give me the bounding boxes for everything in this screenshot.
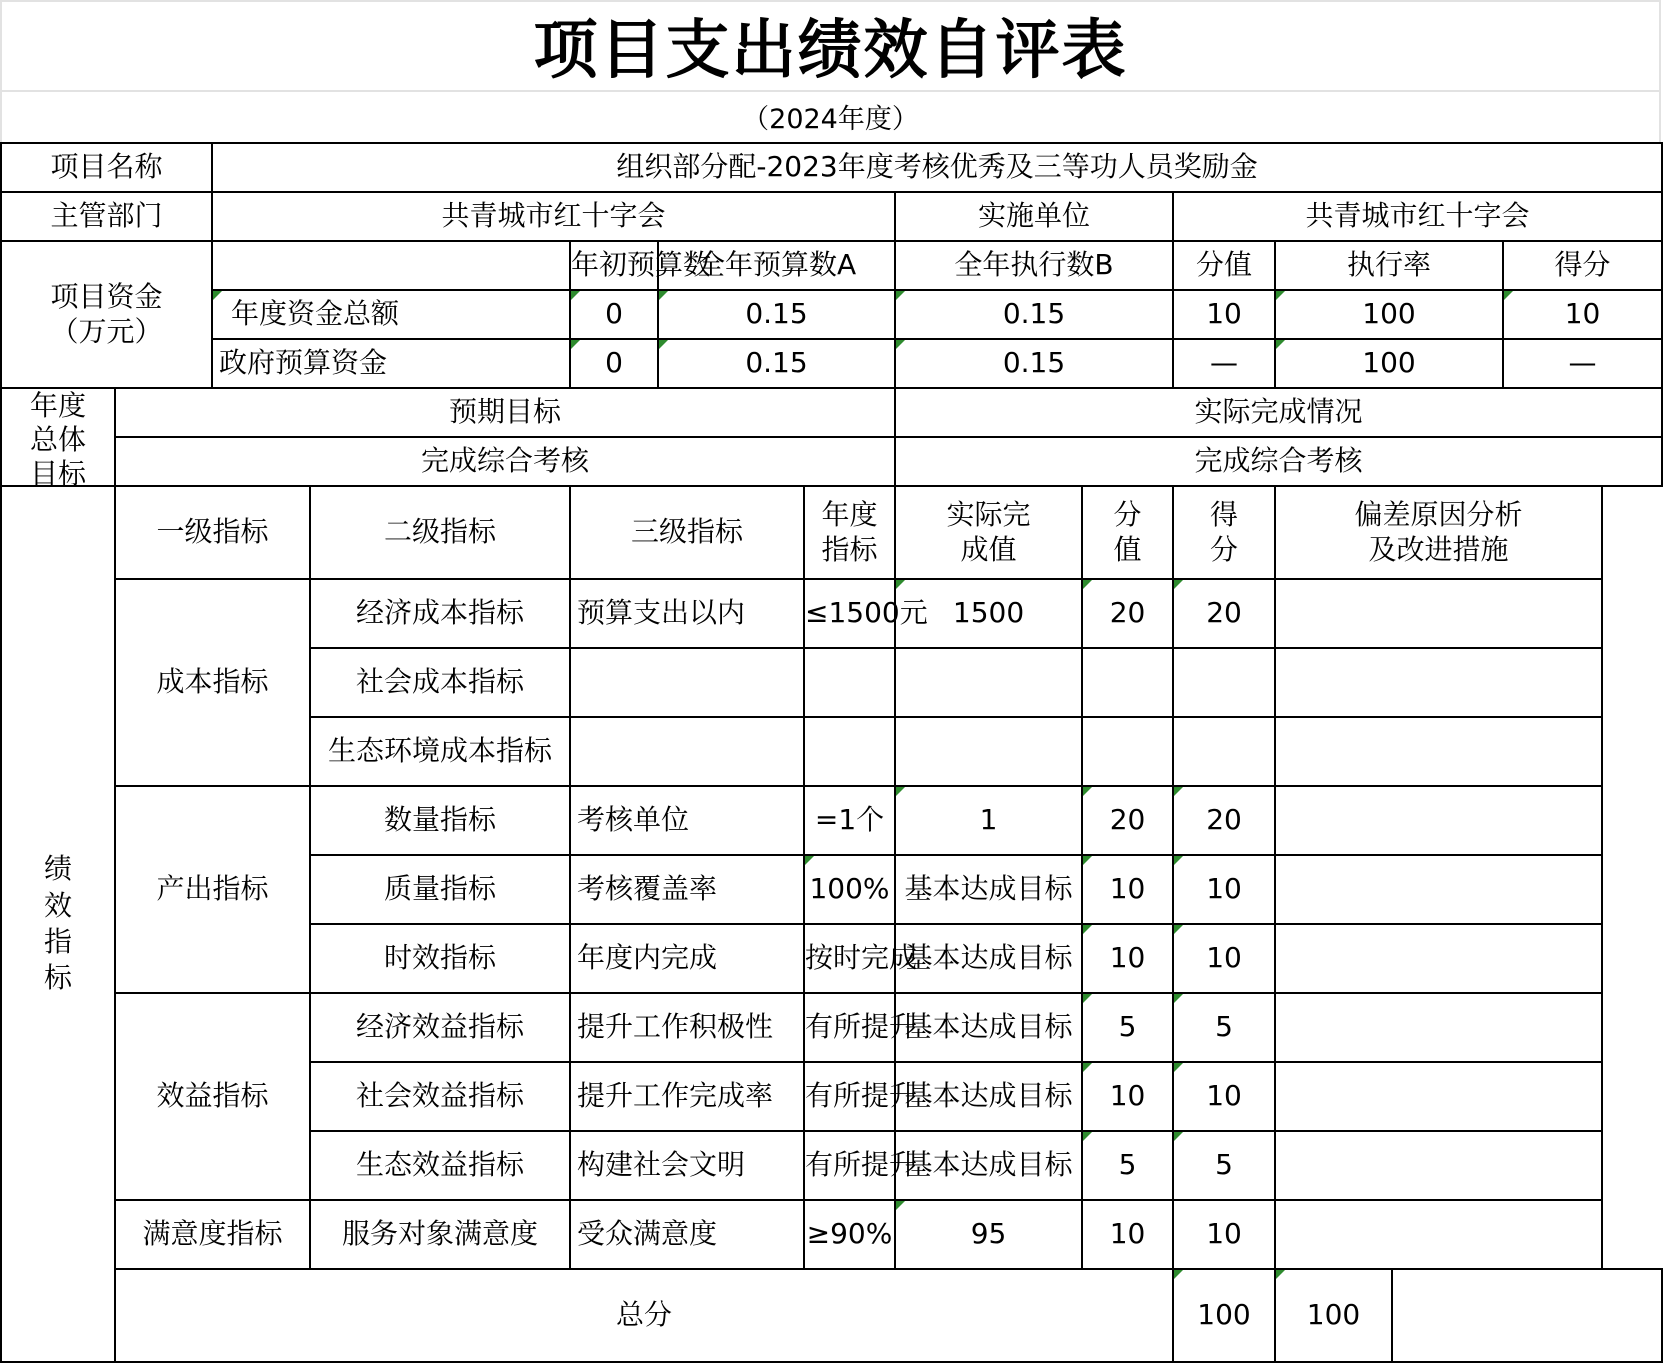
impl-unit-value[interactable]: 共青城市红十字会 xyxy=(1173,192,1662,241)
perf-actual[interactable]: 1500 xyxy=(895,579,1082,648)
perf-level2: 服务对象满意度 xyxy=(310,1200,570,1269)
perf-annual[interactable]: 有所提升 xyxy=(804,993,895,1062)
perf-score[interactable]: 10 xyxy=(1173,1062,1275,1131)
perf-actual[interactable] xyxy=(895,648,1082,717)
funds-gov-initial[interactable]: 0 xyxy=(570,339,658,388)
project-name-label: 项目名称 xyxy=(1,143,212,192)
perf-actual[interactable]: 基本达成目标 xyxy=(895,924,1082,993)
perf-actual[interactable]: 1 xyxy=(895,786,1082,855)
funds-header-score: 得分 xyxy=(1503,241,1662,290)
total-score[interactable]: 100 xyxy=(1275,1269,1392,1362)
perf-row xyxy=(1,579,1662,648)
total-score-value[interactable]: 100 xyxy=(1173,1269,1275,1362)
perf-score[interactable] xyxy=(1173,717,1275,786)
perf-header-annual: 年度指标 xyxy=(804,486,895,579)
funds-gov-annual[interactable]: 0.15 xyxy=(658,339,895,388)
perf-level2: 时效指标 xyxy=(310,924,570,993)
perf-actual[interactable]: 基本达成目标 xyxy=(895,1062,1082,1131)
department-row xyxy=(1,192,1662,241)
perf-level3[interactable]: 提升工作积极性 xyxy=(570,993,804,1062)
perf-analysis[interactable] xyxy=(1275,717,1602,786)
perf-analysis[interactable] xyxy=(1275,924,1602,993)
perf-level2: 社会成本指标 xyxy=(310,648,570,717)
perf-level3[interactable]: 考核单位 xyxy=(570,786,804,855)
goal-expected-value[interactable]: 完成综合考核 xyxy=(115,437,895,486)
perf-group-benefit: 效益指标 xyxy=(115,993,310,1200)
perf-analysis[interactable] xyxy=(1275,1131,1602,1200)
funds-total-rate[interactable]: 100 xyxy=(1275,290,1503,339)
perf-score-value[interactable]: 20 xyxy=(1082,579,1173,648)
perf-level3[interactable]: 年度内完成 xyxy=(570,924,804,993)
funds-header-annual: 全年预算数A xyxy=(658,241,895,290)
funds-header-row xyxy=(1,241,1662,290)
perf-header-actual: 实际完成值 xyxy=(895,486,1082,579)
perf-annual[interactable]: 有所提升 xyxy=(804,1131,895,1200)
perf-level3[interactable]: 考核覆盖率 xyxy=(570,855,804,924)
perf-level2: 经济效益指标 xyxy=(310,993,570,1062)
perf-analysis[interactable] xyxy=(1275,786,1602,855)
perf-score[interactable]: 10 xyxy=(1173,1200,1275,1269)
perf-level2: 社会效益指标 xyxy=(310,1062,570,1131)
perf-analysis[interactable] xyxy=(1275,1062,1602,1131)
funds-gov-score-value[interactable]: — xyxy=(1173,339,1275,388)
funds-header-rate: 执行率 xyxy=(1275,241,1503,290)
perf-header-level1: 一级指标 xyxy=(115,486,310,579)
perf-actual[interactable]: 95 xyxy=(895,1200,1082,1269)
funds-total-score-value[interactable]: 10 xyxy=(1173,290,1275,339)
evaluation-table xyxy=(0,142,1663,1363)
page-subtitle: （2024年度） xyxy=(742,103,919,135)
perf-score[interactable]: 5 xyxy=(1173,1131,1275,1200)
perf-row xyxy=(1,993,1662,1062)
perf-header-score: 得分 xyxy=(1173,486,1275,579)
funds-total-score[interactable]: 10 xyxy=(1503,290,1662,339)
perf-analysis[interactable] xyxy=(1275,993,1602,1062)
perf-header-analysis: 偏差原因分析及改进措施 xyxy=(1275,486,1602,579)
perf-score[interactable] xyxy=(1173,648,1275,717)
perf-score-value[interactable]: 10 xyxy=(1082,1062,1173,1131)
perf-annual[interactable]: 100% xyxy=(804,855,895,924)
funds-gov-executed[interactable]: 0.15 xyxy=(895,339,1173,388)
dept-value[interactable]: 共青城市红十字会 xyxy=(212,192,895,241)
perf-score[interactable]: 10 xyxy=(1173,855,1275,924)
perf-label: 绩效指标 xyxy=(1,486,115,1362)
perf-header-level3: 三级指标 xyxy=(570,486,804,579)
perf-score-value[interactable]: 5 xyxy=(1082,993,1173,1062)
perf-score-value[interactable]: 10 xyxy=(1082,924,1173,993)
perf-annual[interactable]: =1个 xyxy=(804,786,895,855)
project-name-row xyxy=(1,143,1662,192)
perf-row xyxy=(1,1200,1662,1269)
perf-analysis[interactable] xyxy=(1275,855,1602,924)
funds-total-initial[interactable]: 0 xyxy=(570,290,658,339)
funds-header-score-value: 分值 xyxy=(1173,241,1275,290)
perf-annual[interactable]: ≤1500元 xyxy=(804,579,895,648)
perf-actual[interactable]: 基本达成目标 xyxy=(895,855,1082,924)
total-analysis[interactable] xyxy=(1392,1269,1662,1362)
goal-expected-header: 预期目标 xyxy=(115,388,895,437)
perf-score-value[interactable]: 10 xyxy=(1082,855,1173,924)
total-row xyxy=(1,1269,1662,1362)
perf-level2: 经济成本指标 xyxy=(310,579,570,648)
impl-unit-label: 实施单位 xyxy=(895,192,1173,241)
goal-value-row xyxy=(1,437,1662,486)
funds-gov-score[interactable]: — xyxy=(1503,339,1662,388)
total-label: 总分 xyxy=(115,1269,1173,1362)
goal-actual-header: 实际完成情况 xyxy=(895,388,1662,437)
perf-level3[interactable] xyxy=(570,648,804,717)
perf-actual[interactable]: 基本达成目标 xyxy=(895,1131,1082,1200)
perf-score-value[interactable]: 10 xyxy=(1082,1200,1173,1269)
perf-score-value[interactable]: 5 xyxy=(1082,1131,1173,1200)
funds-header-blank xyxy=(212,241,570,290)
perf-actual[interactable]: 基本达成目标 xyxy=(895,993,1082,1062)
perf-analysis[interactable] xyxy=(1275,1200,1602,1269)
perf-annual[interactable]: 有所提升 xyxy=(804,1062,895,1131)
perf-level2: 生态环境成本指标 xyxy=(310,717,570,786)
perf-annual[interactable] xyxy=(804,717,895,786)
perf-score[interactable]: 5 xyxy=(1173,993,1275,1062)
perf-level3[interactable]: 构建社会文明 xyxy=(570,1131,804,1200)
funds-total-row xyxy=(1,290,1662,339)
perf-score-value[interactable] xyxy=(1082,648,1173,717)
goal-header-row xyxy=(1,388,1662,437)
goal-label: 年度总体目标 xyxy=(1,388,115,486)
perf-score-value[interactable]: 20 xyxy=(1082,786,1173,855)
dept-label: 主管部门 xyxy=(1,192,212,241)
perf-actual[interactable] xyxy=(895,717,1082,786)
funds-total-name: 年度资金总额 xyxy=(212,290,570,339)
perf-score[interactable]: 20 xyxy=(1173,579,1275,648)
perf-score-value[interactable] xyxy=(1082,717,1173,786)
perf-score[interactable]: 20 xyxy=(1173,786,1275,855)
funds-total-executed[interactable]: 0.15 xyxy=(895,290,1173,339)
funds-header-initial: 年初预算数 xyxy=(570,241,658,290)
project-name-value[interactable]: 组织部分配-2023年度考核优秀及三等功人员奖励金 xyxy=(212,143,1662,192)
perf-level2: 生态效益指标 xyxy=(310,1131,570,1200)
perf-level2: 数量指标 xyxy=(310,786,570,855)
funds-label: 项目资金（万元） xyxy=(1,241,212,388)
funds-gov-name: 政府预算资金 xyxy=(212,339,570,388)
perf-score[interactable]: 10 xyxy=(1173,924,1275,993)
perf-annual[interactable] xyxy=(804,648,895,717)
perf-level2: 质量指标 xyxy=(310,855,570,924)
perf-analysis[interactable] xyxy=(1275,648,1602,717)
perf-header-score-value: 分值 xyxy=(1082,486,1173,579)
perf-header-level2: 二级指标 xyxy=(310,486,570,579)
funds-total-annual[interactable]: 0.15 xyxy=(658,290,895,339)
perf-group-satisfaction: 满意度指标 xyxy=(115,1200,310,1269)
perf-group-cost: 成本指标 xyxy=(115,579,310,786)
funds-gov-row xyxy=(1,339,1662,388)
perf-annual[interactable]: 按时完成 xyxy=(804,924,895,993)
perf-row xyxy=(1,786,1662,855)
goal-actual-value[interactable]: 完成综合考核 xyxy=(895,437,1662,486)
funds-header-executed: 全年执行数B xyxy=(895,241,1173,290)
perf-level3[interactable] xyxy=(570,717,804,786)
perf-group-output: 产出指标 xyxy=(115,786,310,993)
perf-analysis[interactable] xyxy=(1275,579,1602,648)
perf-annual[interactable]: ≥90% xyxy=(804,1200,895,1269)
perf-level3[interactable]: 预算支出以内 xyxy=(570,579,804,648)
funds-gov-rate[interactable]: 100 xyxy=(1275,339,1503,388)
perf-level3[interactable]: 提升工作完成率 xyxy=(570,1062,804,1131)
perf-header-row xyxy=(1,486,1662,579)
page-title: 项目支出绩效自评表 xyxy=(533,13,1128,88)
perf-level3[interactable]: 受众满意度 xyxy=(570,1200,804,1269)
